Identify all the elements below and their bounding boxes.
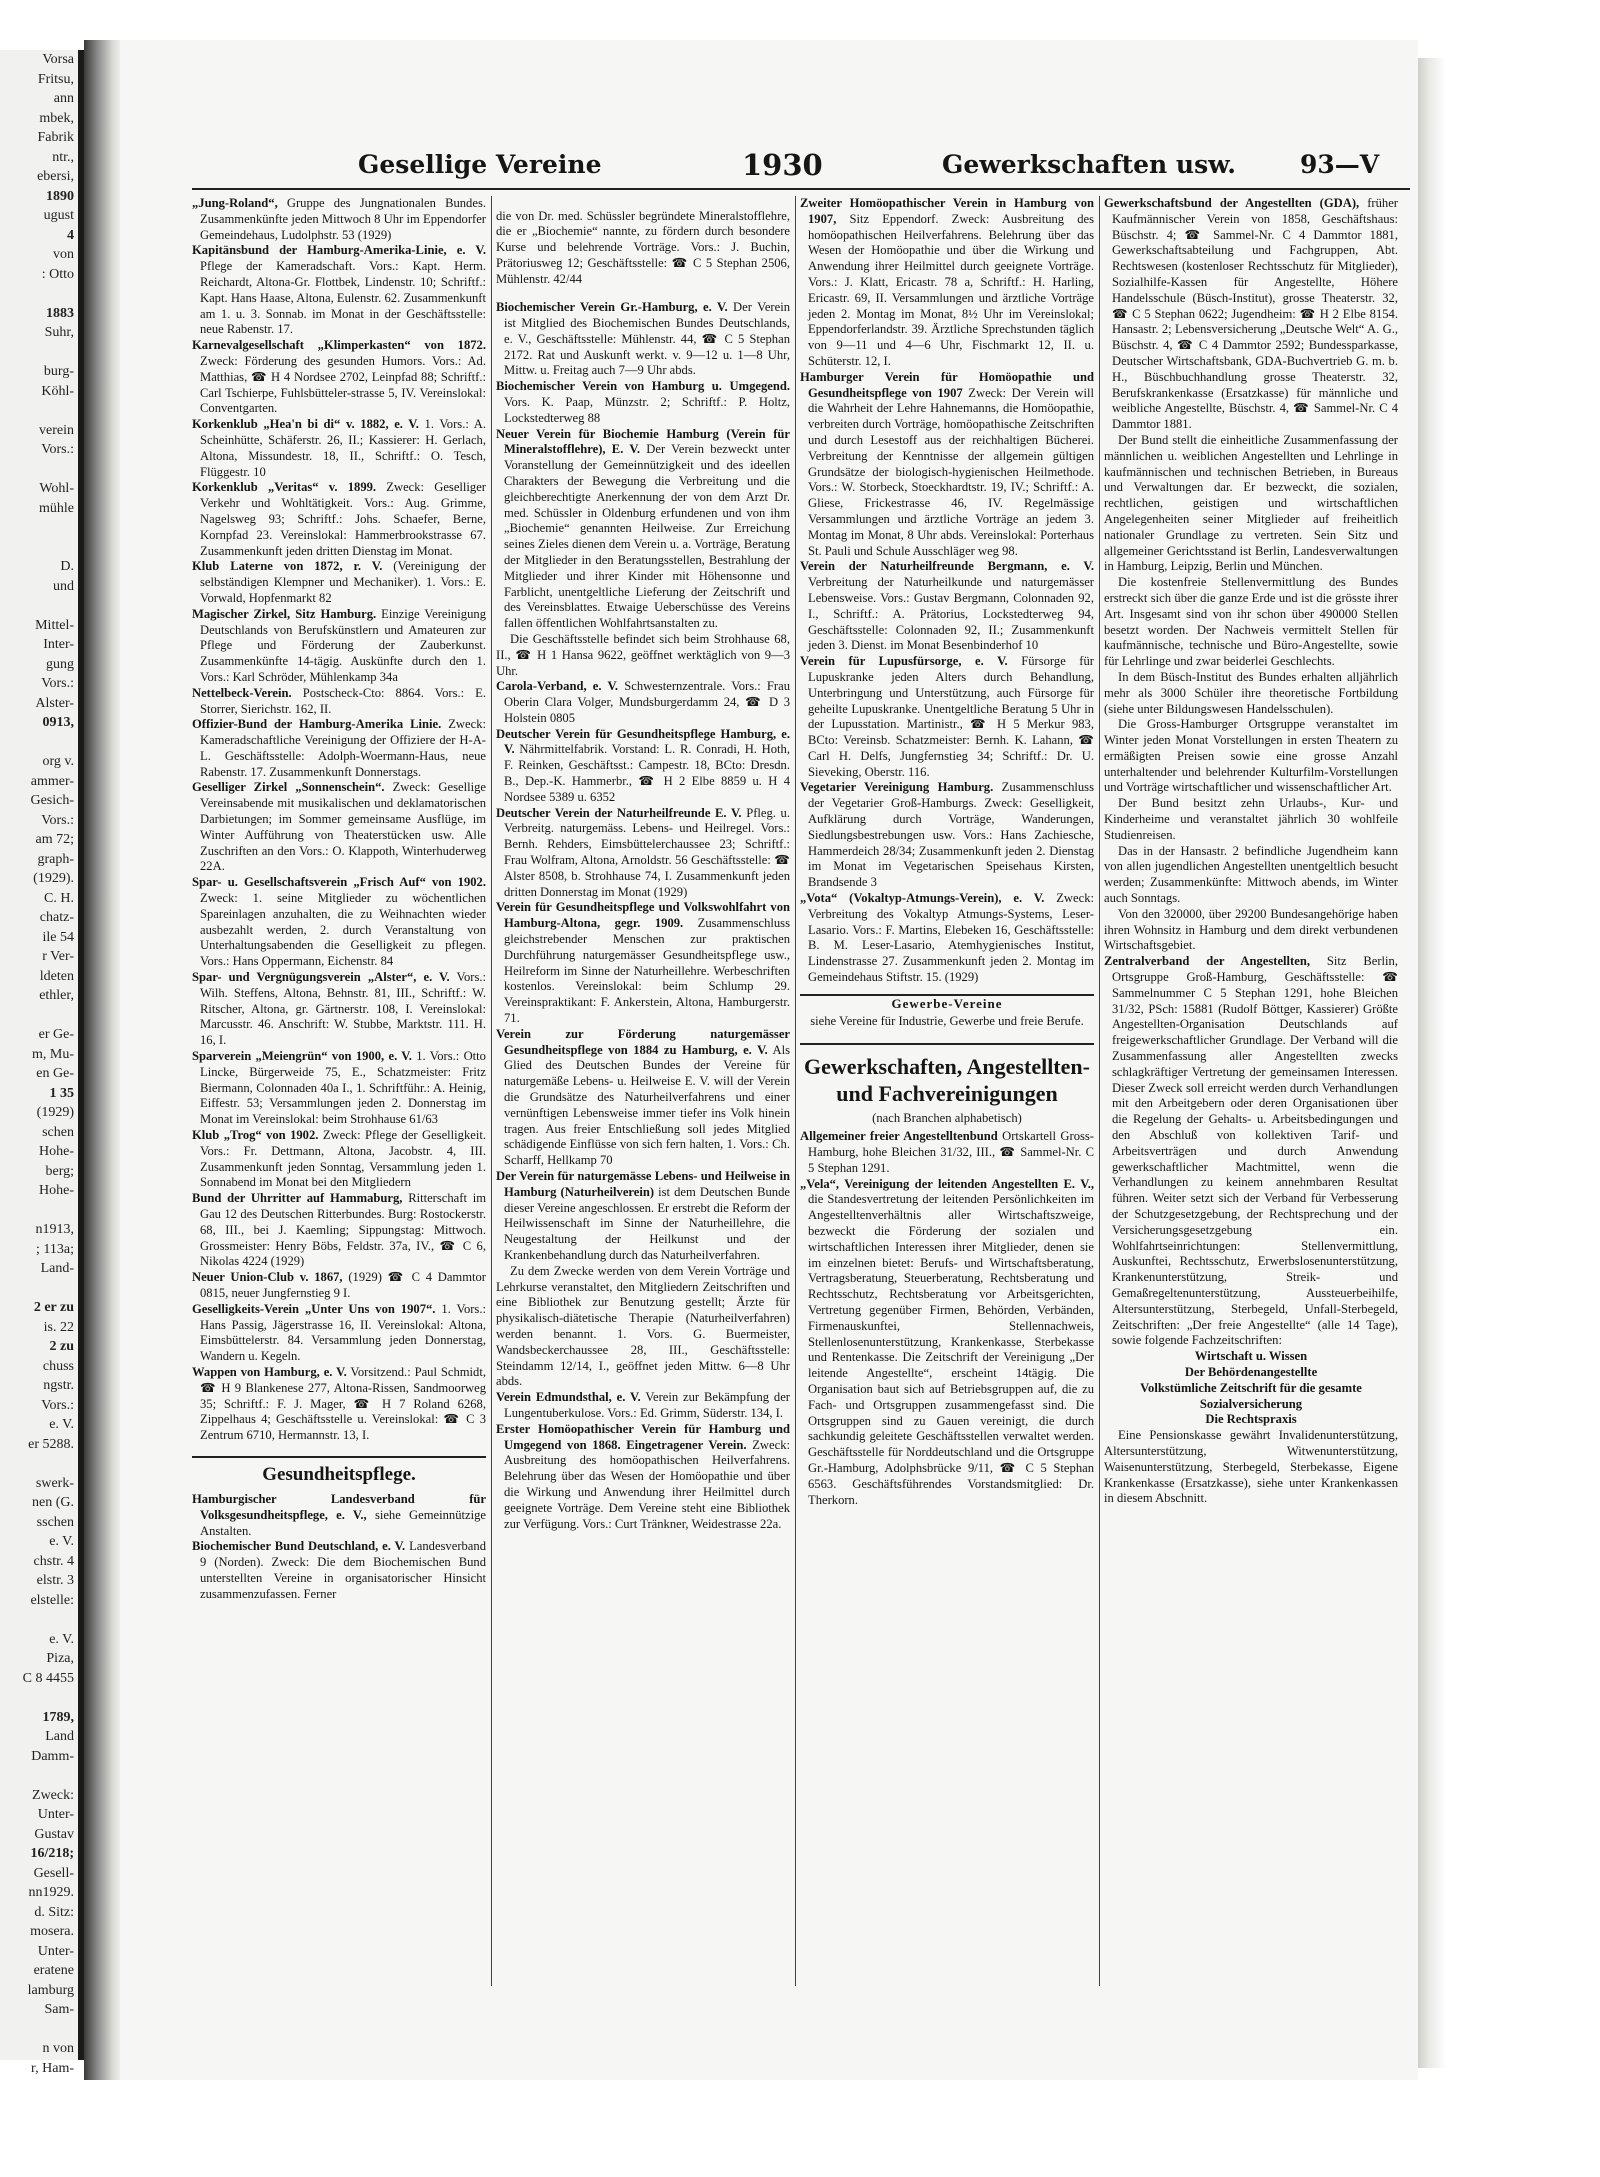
left-page-fragment-line: ile 54 — [42, 929, 74, 945]
entry-name: Geselliger Zirkel „Sonnenschein“. — [192, 780, 385, 795]
entry-text: Zweck: Der Verein will die Wahrheit der Lehre Hahnemanns, die Homöopathie, verbreiten durch Vorträge, homöopathische Zeitschriften und durch Lesestoff aus der reichhaltigen Bücherei. Verbreitung der Kenntnisse der allgemein gültigen Grundsätze der biologisch-hygienischen Heilmethode. Vors.: W. Storbeck, Stoeckhardtstr. 19, IV.; Schriftf.: A. Gliese, Frickestrasse 46, IV. Regelmässige Versammlungen und ärztliche Vorträge an jedem 3. Montag im Monat, 8 Uhr abds. Vereinslokal: Porterhaus St. Pauli und Schule Ausschläger weg 98. — [808, 385, 1094, 558]
left-page-fragment-line — [0, 343, 78, 363]
entry-name: Karnevalgesellschaft „Klimperkasten“ von 1872. — [192, 338, 486, 353]
entry-name: Verein für Lupusfürsorge, e. V. — [800, 654, 1008, 669]
entry-name: Hamburgischer Landesverband für Volksgesundheitspflege, e. V., — [192, 1491, 486, 1522]
column-1 — [192, 196, 486, 1996]
header-left-title: Gesellige Vereine — [358, 150, 602, 179]
left-page-fragment-line: Vors.: — [41, 812, 74, 828]
left-page-fragment-line: Vorsa — [42, 52, 74, 67]
entry-name: Spar- u. Gesellschaftsverein „Frisch Auf“ von 1902. — [192, 875, 486, 890]
left-page-fragment-line — [0, 596, 78, 616]
entry-text: Zweck: Pflege der Geselligkeit. Vors.: Fr. Dettmann, Altona, Jacobstr. 4, III. Zusammenkunft jeden Sonntag, Versammlung jeden 1. Sonnabend im Monat bei den Mitgliedern — [200, 1128, 486, 1190]
left-page-fragment-line: mbek, — [39, 110, 74, 126]
left-page-fragment-line: chstr. 4 — [33, 1553, 74, 1569]
left-page-fragment-line: en Ge- — [36, 1066, 74, 1081]
left-page-fragment-line: 1 35 — [49, 1085, 74, 1101]
left-page-fragment-line: 4 — [67, 227, 74, 243]
directory-entry — [192, 559, 486, 606]
entry-text: Verein zur Bekämpfung der Lungentuberkulose. Vors.: Ed. Grimm, Süderstr. 134, I. — [504, 1390, 790, 1420]
left-page-fragment-line: 16/218; — [30, 1846, 74, 1861]
left-page-fragment-line: ebersi, — [37, 169, 74, 184]
running-header — [120, 150, 1418, 190]
directory-entry — [192, 338, 486, 417]
entry-name: Offizier-Bund der Hamburg-Amerika Linie. — [192, 717, 442, 732]
entry-name: Spar- und Vergnügungsverein „Alster“, e. V. — [192, 970, 450, 985]
left-page-fragment-line — [0, 1454, 78, 1474]
entry-name: Erster Homöopathischer Verein für Hamburg und Umgegend von 1868. Eingetragener Verein. — [496, 1421, 790, 1452]
left-page-fragment-line: ammer- — [30, 773, 74, 789]
left-page-fragment-line: Alster- — [35, 695, 74, 711]
entry-name: Biochemischer Bund Deutschland, e. V. — [192, 1539, 406, 1554]
left-page-fragment-line: Gesell- — [33, 1865, 74, 1881]
directory-entry — [192, 1302, 486, 1365]
left-page-fragment-line: von — [53, 247, 74, 262]
directory-entry — [496, 679, 790, 726]
header-right-title: Gewerkschaften usw. — [942, 150, 1236, 179]
entry-name: Gewerkschaftsbund der Angestellten (GDA), — [1104, 196, 1360, 210]
left-page-fragment-line — [0, 1201, 78, 1221]
entry-name: Zweiter Homöopathischer Verein in Hamburg von 1907, — [800, 196, 1094, 226]
column-4 — [1104, 196, 1398, 1996]
entry-name: Bund der Uhrritter auf Hammaburg, — [192, 1191, 403, 1206]
entry-paragraph: die von Dr. med. Schüssler begründete Mineralstofflehre, die er „Biochemie“ nannte, zu fördern durch besondere Kurse und belehrende Vorträge. Vors.: J. Buchin, Prätoriusweg 12; Geschäftsstelle: ☎ C 5 Stephan 2506, Mühlenstr. 42/44 — [496, 208, 790, 286]
entry-name: Verein der Naturheilfreunde Bergmann, e. V. — [800, 559, 1094, 574]
entry-text: Zweck: Gesellige Vereinsabende mit musikalischen und deklamatorischen Darbietungen; im Sommer gemeinsame Ausflüge, im Winter Aufführung von Theaterstücken usw. Alle Zuschriften an den Vors.: O. Klappoth, Winterhuderweg 22A. — [200, 780, 486, 874]
left-page-fragment-line: graph- — [37, 851, 74, 867]
left-page-fragment-line: Vors.: — [41, 676, 74, 691]
left-page-fragment-line: Vors.: — [41, 1397, 74, 1413]
entry-paragraph: Eine Pensionskasse gewährt Invalidenunterstützung, Altersunterstützung, Witwenunterstützung, Waisenunterstützung, Sterbegeld, Sterbekasse, Eigene Krankenkasse (Ersatzkasse), siehe unter Krankenkassen in diesem Abschnitt. — [1104, 1428, 1398, 1506]
left-page-fragment-line: ann — [53, 91, 74, 106]
left-page-fragment-line — [0, 733, 78, 753]
left-page-fragment-line: Land — [45, 1729, 74, 1744]
header-rule — [192, 188, 1410, 190]
column-divider — [491, 196, 492, 1986]
entry-name: Sparverein „Meiengrün“ von 1900, e. V. — [192, 1049, 412, 1064]
directory-entry — [800, 654, 1094, 780]
left-page-fragment-line: Fabrik — [37, 130, 74, 145]
left-page-fragment-line: er Ge- — [38, 1027, 74, 1042]
left-page-fragment-line: Suhr, — [44, 325, 74, 340]
left-page-fragment-line: Fritsu, — [37, 71, 74, 87]
left-page-fragment-line: chuss — [42, 1358, 74, 1374]
left-page-fragment-line: e. V. — [49, 1417, 74, 1432]
left-page-fragment-line — [0, 1688, 78, 1708]
left-page-fragment-line: elstr. 3 — [36, 1573, 74, 1588]
directory-entry — [192, 780, 486, 875]
entry-paragraph: Das in der Hansastr. 2 befindliche Jugendheim kann von allen jugendlichen Angestellten unentgeltlich besucht werden; Zusammenkünfte: Mittwoch abends, im Winter auch Sonntags. — [1104, 843, 1398, 906]
directory-entry — [496, 1027, 790, 1169]
left-page-fragment-line: d. Sitz: — [34, 1904, 74, 1920]
entry-paragraph: Zu dem Zwecke werden von dem Verein Vorträge und Lehrkurse veranstaltet, den Mitgliedern Zeitschriften und eine Bibliothek zur Benutzung gestellt; Ärzte für physikalisch-diätetische Therapie (Naturheilverfahren) werden benannt. 1. Vors. G. Buermeister, Wandsbeckerchaussee 28, III., Geschäftsstelle: Steindamm 12/14, I., geöffnet jeden Mittw. 6—8 Uhr abds. — [496, 1263, 790, 1389]
directory-entry — [496, 806, 790, 901]
entry-name: „Jung-Roland“, — [192, 196, 278, 210]
left-page-fragment-line — [0, 518, 78, 538]
entry-name: Klub „Trog“ von 1902. — [192, 1128, 319, 1143]
entry-name: „Vela“, Vereinigung der leitenden Angestellten E. V., — [800, 1176, 1094, 1191]
periodical-title: Der Behördenangestellte — [1184, 1364, 1318, 1379]
entry-text: Einzige Vereinigung Deutschlands von Berufskünstlern und Amateuren zur Pflege und Förderung der Zauberkunst. Zusammenkünfte 14-tägig. Auskünfte durch den 1. Vors.: Karl Schröder, Mühlenkamp 34a — [200, 606, 486, 684]
entry-name: Korkenklub „Hea'n bi di“ v. 1882, e. V. — [192, 417, 419, 432]
left-page-fragment-line: ugust — [43, 208, 74, 223]
entry-text: Zweck: Verbreitung des Vokaltyp Atmungs-Systems, Leser-Lasario. Vors.: F. Martins, Elebeken 16, Geschäftsstelle: B. M. Leser-Lasario, Atemhygienisches Institut, Lindenstrasse 27. Zusammenkunft jeden 2. Montag im Gemeindehaus Stiftstr. 15. (1929) — [808, 891, 1094, 985]
left-page-fragment-line: Unter- — [37, 1807, 74, 1822]
directory-entry — [800, 1177, 1094, 1509]
left-page-fragment-line: mosera. — [30, 1924, 74, 1939]
directory-entry — [800, 780, 1094, 891]
left-page-fragment-line: : Otto — [41, 266, 74, 282]
entry-text: Postscheck-Cto: 8864. Vors.: E. Storrer, Sierichstr. 162, II. — [200, 685, 486, 716]
left-page-fragment-line — [0, 2020, 78, 2040]
entry-paragraph: Die Gross-Hamburger Ortsgruppe veranstaltet im Winter jeden Monat Vorstellungen in ersten Theatern zu ermäßigten Preisen sowie eine grosse Anzahl unterhaltender und belehrender Kulturfilm-Vorstellungen und Vorträge wirtschaftlicher und wissenschaftlicher Art. — [1104, 717, 1398, 795]
left-page-fragment-line — [0, 284, 78, 304]
entry-text: Verbreitung der Naturheilkunde und naturgemässer Lebensweise. Vors.: Gustav Bergmann, Colonnaden 92, I., Schriftf.: A. Prätorius, Lockstedterweg 94, Geschäftsstelle: Colonnaden 92, II.; Zusammenkunft jeden 3. Dienst. im Monat Besenbinderhof 10 — [808, 575, 1094, 653]
directory-entry — [192, 480, 486, 559]
left-page-fragment-line: Hohe- — [39, 1144, 74, 1159]
left-page-fragment-line: 0913, — [42, 715, 74, 730]
directory-entry — [192, 1270, 486, 1302]
entry-name: Nettelbeck-Verein. — [192, 685, 292, 700]
directory-entry — [800, 196, 1094, 370]
entry-text: Ritterschaft im Gau 12 des Deutschen Ritterbundes. Burg: Rostockerstr. 68, III., bei J. Kaemling; Sippungstag: Mittwoch. Grossmeister: Henry Böbs, Feldstr. 37a, IV., ☎ C 6, Nikolas 4224 (1929) — [200, 1191, 486, 1269]
entry-name: Kapitänsbund der Hamburg-Amerika-Linie, e. V. — [192, 243, 486, 258]
left-page-fragment-line: nen (G. — [32, 1495, 74, 1510]
left-page-fragment-line: 2 zu — [49, 1339, 74, 1354]
entry-name: Klub Laterne von 1872, r. V. — [192, 559, 383, 574]
section-heading: Gewerkschaften, Angestellten- und Fachvereinigungen — [800, 1043, 1094, 1107]
directory-entry — [192, 717, 486, 780]
left-page-fragment-line: r Ver- — [42, 949, 74, 964]
left-page-fragment-line: Inter- — [43, 637, 74, 652]
left-page-fragment-line: Damm- — [31, 1748, 74, 1764]
entry-text: Zusammenschluss gleichstrebender Menschen zur praktischen Durchführung naturgemässer Gesundheitspflege usw., Heilreform im Sinne der Naturheillehre. Werbeschriften kostenlos. Vereinslokal: beim Schlump 29. Vereinspraktikant: F. Ankerstein, Altona, Hamburgerstr. 71. — [504, 916, 790, 1026]
entry-text: Fürsorge für Lupuskranke jeden Alters durch Behandlung, Unterbringung und Unterstützung, auch Fürsorge für geheilte Lupuskranke. Unentgeltliche Beratung 5 Uhr in der Lupusstation. Martinistr., ☎ H 5 Merkur 983, BCto: Vereinsb. Schatzmeister: Bernh. K. Lahann, ☎ Carl H. Delfs, Jungfernstieg 34; Schriftf.: Dr. U. Sieveking, Oberstr. 116. — [808, 654, 1094, 779]
entry-text: Als Glied des Deutschen Bundes der Vereine für naturgemäße Lebens- u. Heilweise E. V. will der Verein die Grundsätze des Naturheilverfahrens und einer vernünftigen Lebensweise immer tiefer ins Volk hinein tragen. Aus freier Entschließung soll jedes Mitglied schädigende Einflüsse von sich fern halten, 1. Vors.: Ch. Scharff, Hellkamp 70 — [504, 1042, 790, 1168]
directory-entry — [192, 875, 486, 970]
page-edge — [1418, 58, 1446, 2068]
left-page-fragment-line: m, Mu- — [32, 1046, 74, 1062]
left-page-fragment-line: Mittel- — [35, 617, 74, 633]
periodical-title: Die Rechtspraxis — [1205, 1412, 1297, 1427]
left-page-fragment-line: n1913, — [35, 1222, 74, 1237]
entry-name: Biochemischer Verein Gr.-Hamburg, e. V. — [496, 300, 728, 315]
left-page-fragment-line: mühle — [39, 500, 74, 516]
page-number: 93—V — [1300, 150, 1380, 179]
cross-reference-note: siehe Vereine für Industrie, Gewerbe und freie Berufe. — [810, 1013, 1084, 1028]
column-3 — [800, 196, 1094, 1996]
directory-entry — [192, 417, 486, 480]
entry-text: (1929) ☎ C 4 Dammtor 0815, neuer Jungfernstieg 9 I. — [200, 1270, 487, 1300]
left-page-fragment-line: Unter- — [37, 1943, 74, 1959]
left-page-fragment-line: burg- — [43, 364, 74, 379]
section-heading: Gesundheitspflege. — [192, 1456, 486, 1486]
left-page-fragment-line: ngstr. — [43, 1378, 74, 1393]
entry-name: Verein zur Förderung naturgemässer Gesundheitspflege von 1884 zu Hamburg, e. V. — [496, 1026, 790, 1057]
left-page-fragment-line: elstelle: — [30, 1592, 74, 1608]
left-page-fragment-line: ; 113a; — [36, 1241, 74, 1257]
left-page-fragment-line: Gesich- — [30, 793, 74, 808]
left-page-fragment-line: schen — [42, 1124, 74, 1140]
directory-entry — [496, 900, 790, 1026]
left-page-fragment-line — [0, 1006, 78, 1026]
directory-entry — [496, 427, 790, 632]
left-page-fragment-line: swerk- — [35, 1475, 74, 1491]
left-page-fragment-line: (1929). — [33, 871, 74, 886]
entry-paragraph: Die kostenfreie Stellenvermittlung des Bundes erstreckt sich über die ganze Erde und ist die grösste ihrer Art. Insgesamt sind von ihr schon über 490000 Stellen besetzt worden. Der Nachweis vermittelt Stellen für kaufmännische, technische und Büro-Angestellte, sowie für Lehrlinge und zwar beiderlei Geschlechts. — [1104, 575, 1398, 669]
entry-text: Der Verein ist Mitglied des Biochemischen Bundes Deutschlands, e. V., Geschäftsstelle: Mühlenstr. 44, ☎ C 5 Stephan 2172. Rat und Auskunft werkt. v. 9—12 u. 1—8 Uhr, Mittw. u. Freitag auch 7—9 Uhr abds. — [504, 300, 790, 378]
entry-text: Zweck: 1. seine Mitglieder zu wöchentlichen Spareinlagen anzuhalten, die zu Weihnachten wieder ausbezahlt werden, 2. durch Veranstaltung von Unterhaltungsabenden die Geselligkeit zu pflegen. Vors.: Hans Oppermann, Eichenstr. 84 — [200, 891, 486, 969]
directory-entry — [192, 1365, 486, 1444]
entry-text: Landesverband 9 (Norden). Zweck: Die dem Biochemischen Bund unterstellten Vereine in organisatorischer Hinsicht zusammenzufassen. Ferner — [200, 1539, 486, 1601]
entry-name: Hamburger Verein für Homöopathie und Gesundheitspflege von 1907 — [800, 369, 1094, 400]
directory-entry — [192, 196, 486, 243]
left-page-fragment-line — [0, 460, 78, 480]
left-page-fragment-line: chatz- — [39, 910, 74, 925]
entry-text: Der Verein bezweckt unter Voranstellung der Gemeinnützigkeit und des ideellen Charakters der Bewegung die Verbreitung und die gleichberechtigte Anerkennung der von dem Arzt Dr. med. Schüssler in Oldenburg erfundenen und von ihm „Biochemie“ genannten Heilweise. Zur Erreichung seines Zieles dienen dem Verein u. a. Vorträge, Beratung der Mitglieder in den Beratungsstellen, Bestrahlung der Mitglieder und ihrer Kinder mit Höhensonne und Farblicht, unentgeltliche Lieferung der Zeitschrift und des Vereinsblattes. Etwaige Ueberschüsse des Vereins fallen öffentlichen Wohlfahrtsanstalten zu. — [504, 442, 790, 631]
entry-name: Allgemeiner freier Angestelltenbund — [800, 1129, 998, 1144]
directory-entry — [192, 607, 486, 686]
left-page-fragment-line: berg; — [45, 1163, 74, 1179]
left-page-fragment-line — [0, 1610, 78, 1630]
directory-entry — [192, 686, 486, 718]
left-page-fragment-line: am 72; — [35, 832, 74, 847]
entry-text: Zweck: Kameradschaftliche Vereinigung der Offiziere der H-A-L. Geschäftsstelle: Adolph-Woermann-Haus, neue Rabenstr. 17. Zusammenkunft Donnerstags. — [200, 717, 486, 779]
directory-entry — [192, 243, 486, 338]
directory-page — [120, 40, 1418, 2080]
entry-text: Gruppe des Jungnationalen Bundes. Zusammenkünfte jeden Mittwoch 8 Uhr im Eppendorfer Gemeindehaus, Ludolphstr. 53 (1929) — [200, 196, 486, 242]
entry-paragraph: In dem Büsch-Institut des Bundes erhalten alljährlich mehr als 3000 Schüler ihre theoretische Fortbildung (siehe unter Bildungswesen Handelsschulen). — [1104, 669, 1398, 716]
entry-text: 1. Vors.: Hans Passig, Jägerstrasse 16, II. Vereinslokal: Altona, Eimsbüttelerstr. 84. Versammlung jeden Donnerstag, Wandern u. Kegeln. — [200, 1301, 486, 1364]
entry-name: Der Verein für naturgemässe Lebens- und Heilweise in Hamburg (Naturheilverein) — [496, 1169, 790, 1199]
entry-text: Zweck: Förderung des gesunden Humors. Vors.: Ad. Matthias, ☎ H 4 Nordsee 2702, Leinpfad 88; Schriftf.: Carl Tschierpe, Fuhlsbütteler-strasse 5, IV. Vereinslokal: Conventgarten. — [200, 353, 486, 416]
left-page-fragment-line: 1890 — [46, 188, 74, 204]
left-page-fragment-line — [0, 401, 78, 421]
directory-entry — [496, 379, 790, 426]
entry-name: Verein für Gesundheitspflege und Volkswohlfahrt von Hamburg-Altona, gegr. 1909. — [496, 900, 790, 931]
entry-text: Ortskartell Gross-Hamburg, hohe Bleichen 31/32, III., ☎ Sammel-Nr. C 5 Stephan 1291. — [808, 1129, 1094, 1175]
left-page-fragment — [0, 50, 84, 2076]
entry-name: Neuer Union-Club v. 1867, — [192, 1270, 343, 1285]
periodical-title: Volkstümliche Zeitschrift für die gesamte Sozialversicherung — [1140, 1380, 1362, 1411]
directory-entry — [496, 1390, 790, 1422]
entry-name: „Vota“ (Vokaltyp-Atmungs-Verein), e. V. — [800, 891, 1045, 906]
entry-name: Carola-Verband, e. V. — [496, 679, 619, 694]
entry-name: Geselligkeits-Verein „Unter Uns von 1907“. — [192, 1301, 436, 1316]
entry-text: Schwesternzentrale. Vors.: Frau Oberin Clara Volger, Mundsburgerdamm 24, ☎ D 3 Holstein 0805 — [504, 679, 790, 725]
column-2 — [496, 196, 790, 1996]
directory-entry — [192, 1492, 486, 1539]
entry-text: Pflege der Kameradschaft. Vors.: Kapt. Herm. Reichardt, Altona-Gr. Flottbek, Lindenstr. 10; Schriftf.: Kapt. Hans Haase, Altona, Eulenstr. 62. Zusammenkunft am 1. u. 3. Sonnab. im Monat in der Geschäftsstelle: neue Rabenstr. 17. — [200, 259, 486, 337]
entry-text: Zweck: Geselliger Verkehr und Wohltätigkeit. Vors.: Aug. Grimme, Nagelsweg 93; Schriftf.: Johs. Schaefer, Berne, Kornpfad 23. Vereinslokal: Hammerbrookstrasse 67. Zusammenkunft jeden dritten Dienstag im Monat. — [200, 480, 486, 558]
left-page-fragment-line — [0, 538, 78, 558]
left-page-fragment-line: org v. — [42, 754, 74, 769]
left-page-fragment-line: D. — [60, 559, 74, 574]
left-page-fragment-line: C. H. — [44, 890, 74, 906]
left-page-fragment-line: Gustav — [34, 1826, 74, 1842]
directory-entry — [496, 1169, 790, 1264]
left-page-fragment-line: Vors.: — [41, 442, 74, 457]
directory-entry — [192, 1128, 486, 1191]
left-page-fragment-line: Land- — [40, 1261, 74, 1276]
entry-name: Verein Edmundsthal, e. V. — [496, 1390, 641, 1405]
subsection-heading: Gewerbe-Vereine — [800, 994, 1094, 1012]
entry-name: Zentralverband der Angestellten, — [1104, 954, 1310, 969]
left-page-fragment-line: ntr., — [52, 149, 74, 165]
left-page-fragment-line: r, Ham- — [31, 2060, 74, 2076]
left-page-fragment-line: ldeten — [39, 968, 74, 984]
entry-paragraph: Der Bund stellt die einheitliche Zusammenfassung der männlichen u. weiblichen Angestellten und Lehrlinge in kaufmännischen und technischen Betrieben, in Bureaus und Verwaltungen dar. Er bezweckt, die sozialen, rechtlichen, geistigen und wirtschaftlichen Angelegenheiten seiner Mitglieder auf freiheitlich nationaler Grundlage zu vertreten. Sein Sitz und allgemeiner Gerichtsstand ist Berlin, Landesverwaltungen in Hamburg, Leipzig, Berlin und München. — [1104, 432, 1398, 574]
entry-name: Vegetarier Vereinigung Hamburg. — [800, 780, 994, 795]
entry-paragraph: Der Bund besitzt zehn Urlaubs-, Kur- und Kinderheime und veranstaltet jährlich 30 wohlfeile Studienreisen. — [1104, 796, 1398, 842]
directory-entry — [192, 1049, 486, 1128]
left-page-fragment-line: lamburg — [27, 1982, 74, 1998]
left-page-fragment-line: Köhl- — [41, 383, 74, 399]
entry-text: Vorsitzend.: Paul Schmidt, ☎ H 9 Blankenese 277, Altona-Rissen, Sandmoorweg 35; Schriftf.: F. J. Mager, ☎ H 7 Roland 6268, Zippelhaus 4; Geschäftsstelle u. Vereinslokal: ☎ C 3 Zentrum 6710, Hermannstr. 13, I. — [200, 1364, 486, 1443]
header-year: 1930 — [742, 148, 823, 182]
entry-text: Pfleg. u. Verbreitg. naturgemäss. Lebens- und Heilregel. Vors.: Bernh. Rehders, Eimsbüttelerchaussee 23; Schriftf.: Frau Wolfram, Altona, Arnoldstr. 56 Geschäftsstelle: ☎ Alster 8508, b. Strohhause 74, I. Zusammenkunft jeden dritten Donnerstag im Monat (1929) — [504, 805, 790, 899]
column-divider — [795, 196, 796, 1986]
periodical-title: Wirtschaft u. Wissen — [1194, 1349, 1308, 1364]
left-page-fragment-line: Hohe- — [39, 1183, 74, 1198]
left-page-fragment-line: C 8 4455 — [22, 1670, 74, 1686]
entry-paragraph: Von den 320000, über 29200 Bundesangehörige haben ihren Wohnsitz in Hamburg und dem direkt verbundenen Wirtschaftsgebiet. — [1104, 906, 1398, 953]
directory-entry — [1104, 196, 1398, 433]
directory-entry — [800, 559, 1094, 654]
column-divider — [1099, 196, 1100, 1986]
entry-paragraph: Die Geschäftsstelle befindet sich beim Strohhause 68, II., ☎ H 1 Hansa 9622, geöffnet werktäglich von 9—3 Uhr. — [496, 631, 790, 678]
left-page-fragment-line: e. V. — [49, 1534, 74, 1549]
left-page-fragment-line: 2 er zu — [33, 1300, 74, 1315]
directory-entry — [496, 727, 790, 806]
directory-entry — [496, 1422, 790, 1533]
left-page-fragment-line: is. 22 — [43, 1319, 74, 1335]
entry-text: Zweck: Ausbreitung des homöopathischen Heilverfahrens. Belehrung über das Wesen der Homöopathie und über die Wirkung und Anwendung ihrer Heilmittel durch geeignete Vorträge. Dem Vereine steht eine Bibliothek zur Verfügung. Vors.: Curt Tränkner, Weidestrasse 22a. — [504, 1437, 790, 1531]
directory-entry — [1104, 954, 1398, 1349]
entry-text: früher Kaufmännischer Verein von 1858, Geschäftshaus: Büschstr. 4; ☎ Sammel-Nr. C 4 Dammtor 1881, Gewerkschaftsabteilung und Fachgruppen, Abt. Rechtswesen (kostenloser Rechtsschutz für Mitglieder), Sozialhilfe-Kassen für Angestellte, Höhere Handelsschule (Büsch-Institut), grosse Theaterstr. 32, ☎ C 5 Stephan 0622; Jugendheim: ☎ H 2 Elbe 8154. Hansastr. 2; Lebensversicherung „Deutsche Welt“ A. G., Büschstr. 4, ☎ C 4 Dammtor 2592; Bundessparkasse, Deutscher Wirtschaftsbank, GDA-Buchvertrieb G. m. b. H., Büschbuchhandlung grosse Theaterstr. 32, Berufskrankenkasse (Ersatzkasse) für männliche und weibliche Angestellte, Büschstr. 4, ☎ Sammel-Nr. C 4 Dammtor 1881. — [1112, 196, 1398, 432]
entry-text: Nährmittelfabrik. Vorstand: L. R. Conradi, H. Hoth, F. Reinken, Geschäftsst.: Campestr. 18, BCto: Dresdn. B., Dep.-K. Hammerbr., ☎ H 2 Elbe 8859 u. H 4 Nordsee 5389 u. 6352 — [504, 742, 790, 804]
left-page-fragment-line: Zweck: — [32, 1787, 74, 1803]
directory-entry — [192, 970, 486, 1049]
entry-text: 1. Vors.: Otto Lincke, Bürgerweide 75, E., Schatzmeister: Fritz Biermann, Colonnaden 40a I., 1. Schriftführ.: A. Heinig, Eiffestr. 53; Versammlungen jeden 2. Donnerstag im Monat im Vereinslokal: beim Strohhause 61/63 — [200, 1049, 486, 1127]
entry-name: Korkenklub „Veritas“ v. 1899. — [192, 480, 377, 495]
entry-name: Deutscher Verein für Gesundheitspflege Hamburg, e. V. — [496, 726, 790, 757]
left-page-fragment-line — [0, 1766, 78, 1786]
left-page-fragment-line: eratene — [33, 1963, 74, 1978]
left-page-fragment-line: ethler, — [39, 988, 74, 1003]
entry-text: die Standesvertretung der leitenden Persönlichkeiten im Angestelltenverhältnis aller Wirtschaftszweige, bezweckt die Förderung der sozialen und wirtschaftlichen Interessen ihrer Mitglieder, denen sie im einzelnen bietet: Berufs- und Wirtschaftsberatung, Vertragsberatung, Steuerberatung, Rechtsberatung und Rechtsschutz, Rechtsberatung vor Arbeitsgerichten, Vertretung gegenüber Firmen, Behörden, Verbänden, Firmenauskunftei, Stellennachweis, Stellenlosenunterstützung, Krankenkasse, Sterbekasse und Rentenkasse. Die Zeitschrift der Vereinigung „Der leitende Angestellte“, erscheint 14tägig. Die Organisation baut sich auf Betriebsgruppen auf, die zu Fach- und Ortsgruppen zusammengefasst sind. Die Ortsgruppen sind zu Gauen vereinigt, die durch sachkundig geleitete Geschäftsstellen verwaltet werden. Geschäftsstelle für Norddeutschland und die Ortsgruppe Gr.-Hamburg, Adolphsbrücke 9/11, ☎ C 5 Stephan 6563. Geschäftsführendes Vorstandsmitglied: Dr. Therkorn. — [808, 1192, 1094, 1507]
left-page-fragment-line: Piza, — [46, 1651, 74, 1666]
left-page-fragment-line: n von — [42, 2041, 74, 2056]
entry-name: Deutscher Verein der Naturheilfreunde E. V. — [496, 805, 742, 820]
left-page-fragment-line: (1929) — [36, 1105, 74, 1120]
entry-name: Neuer Verein für Biochemie Hamburg (Verein für Mineralstofflehre), E. V. — [496, 426, 790, 457]
directory-entry — [800, 370, 1094, 560]
left-page-fragment-line: verein — [39, 422, 74, 438]
directory-entry — [496, 300, 790, 379]
entry-name: Wappen von Hamburg, e. V. — [192, 1364, 347, 1379]
directory-entry — [192, 1191, 486, 1270]
entry-name: Magischer Zirkel, Sitz Hamburg. — [192, 606, 377, 621]
left-page-fragment-line: er 5288. — [28, 1436, 74, 1452]
left-page-fragment-line: 1789, — [42, 1709, 74, 1725]
entry-text: Zusammenschluss der Vegetarier Groß-Hamburgs. Zweck: Geselligkeit, Aufklärung durch Vorträge, Wanderungen, Siedlungsbestrebungen usw. Vors.: Hans Zachiesche, Hammerdeich 28/34; Zusammenkunft jeden 2. Dienstag im Monat im Vegetarischen Speisehaus Kirsten, Brandsende 3 — [808, 780, 1094, 890]
book-gutter — [84, 40, 122, 2080]
left-page-fragment-line: e. V. — [49, 1631, 74, 1647]
entry-text: siehe Gemeinnützige Anstalten. — [200, 1507, 486, 1538]
left-page-fragment-line: 1883 — [46, 305, 74, 321]
directory-entry — [800, 891, 1094, 986]
entry-text: (Vereinigung der selbständigen Klempner und Mechaniker). 1. Vors.: E. Vorwald, Hopfenmarkt 82 — [200, 559, 486, 605]
left-page-fragment-line: sschen — [36, 1514, 74, 1530]
left-page-fragment-line: nn1929. — [28, 1885, 74, 1900]
entry-name: Biochemischer Verein von Hamburg u. Umgegend. — [496, 379, 790, 394]
left-page-fragment-line: und — [53, 578, 74, 594]
left-page-fragment-line: Sam- — [44, 2002, 74, 2017]
entry-text: 1. Vors.: A. Scheinhütte, Schäferstr. 26, II.; Kassierer: H. Gerlach, Altona, Missundestr. 18, II., Schriftf.: O. Tesch, Flüggestr. 10 — [200, 417, 486, 479]
entry-text: Vors. K. Paap, Münzstr. 2; Schriftf.: P. Holtz, Lockstedterweg 88 — [504, 394, 790, 425]
entry-text: ist dem Deutschen Bunde dieser Vereine angeschlossen. Er erstrebt die Reform der Heilwissenschaft im Sinne der Naturheillehre, die Neugestaltung der Heilkunst und der Krankenbehandlung durch das Naturheilverfahren. — [504, 1184, 790, 1262]
entry-text: Sitz Eppendorf. Zweck: Ausbreitung des homöopathischen Heilverfahrens. Belehrung über das Wesen der Homöopathie und über die Wirkung und Anwendung ihrer Heilmittel durch geeignete Vorträge. Vors.: J. Klatt, Ericastr. 78 a, Schriftf.: H. Harling, Ericastr. 69, II. Versammlungen und ärztliche Vorträge jeden 2. Montag im Monat, 8½ Uhr im Vereinslokal; Eppendorferlandstr. 39. Ärztliche Sprechstunden täglich von 9—11 und 4—6 Uhr, Fischmarkt 12, II. u. Schüterstr. 12, I. — [808, 211, 1095, 368]
entry-text: Sitz Berlin, Ortsgruppe Groß-Hamburg, Geschäftsstelle: ☎ Sammelnummer C 5 Stephan 1291, hohe Bleichen 31/32, PSch: 15881 (Rudolf Böttger, Kassierer) Größte Angestellten-Organisation Deutschlands auf freigewerkschaftlicher Grundlage. Der Verband will die Zusammenfassung aller Angestellten zwecks schlagkräftiger Vertretung der gemeinsamen Interessen. Dieser Zweck soll erreicht werden durch Verhandlungen mit den Arbeitgebern oder deren Organisationen über die Regelung der Gehalts- u. Arbeitsbedingungen und den Abschluß von kollektiven Tarif- und Arbeitsverträgen und durch Anwendung gewerkschaftlicher Machtmittel, wenn die Verhandlungen zu keinem annehmbaren Resultat führen. Weiter setzt sich der Verband für Verbesserung der Schutzgesetzgebung, der Rechtsprechung und der Versicherungsgesetzgebung ein. Wohlfahrtseinrichtungen: Stellenvermittlung, Auskunftei, Rechtsschutz, Erwerbslosenunterstützung, Krankenunterstützung, Streik- und Gemaßregeltenunterstützung, Aussteuerbeihilfe, Altersunterstützung, Sterbegeld, Unfall-Sterbegeld, Zeitschriften: „Der freie Angestellte“ (alle 14 Tage), sowie folgende Fachzeitschriften: — [1112, 954, 1398, 1348]
left-page-fragment-line: Wohl- — [39, 481, 74, 496]
entry-text: Vors.: Wilh. Steffens, Altona, Behnstr. 81, III., Schriftf.: W. Ritscher, Altona, gr. Gärtnerstr. 108, I. Vereinslokal: Marcusstr. 46. Anschrift: W. Stubbe, Marktstr. 111. H. 16, I. — [200, 970, 487, 1048]
left-page-fragment-line — [0, 1279, 78, 1299]
left-page-fragment-line: gung — [46, 656, 74, 672]
cross-reference-note: (nach Branchen alphabetisch) — [872, 1111, 1022, 1126]
directory-entry — [192, 1539, 486, 1602]
directory-entry — [800, 1129, 1094, 1176]
